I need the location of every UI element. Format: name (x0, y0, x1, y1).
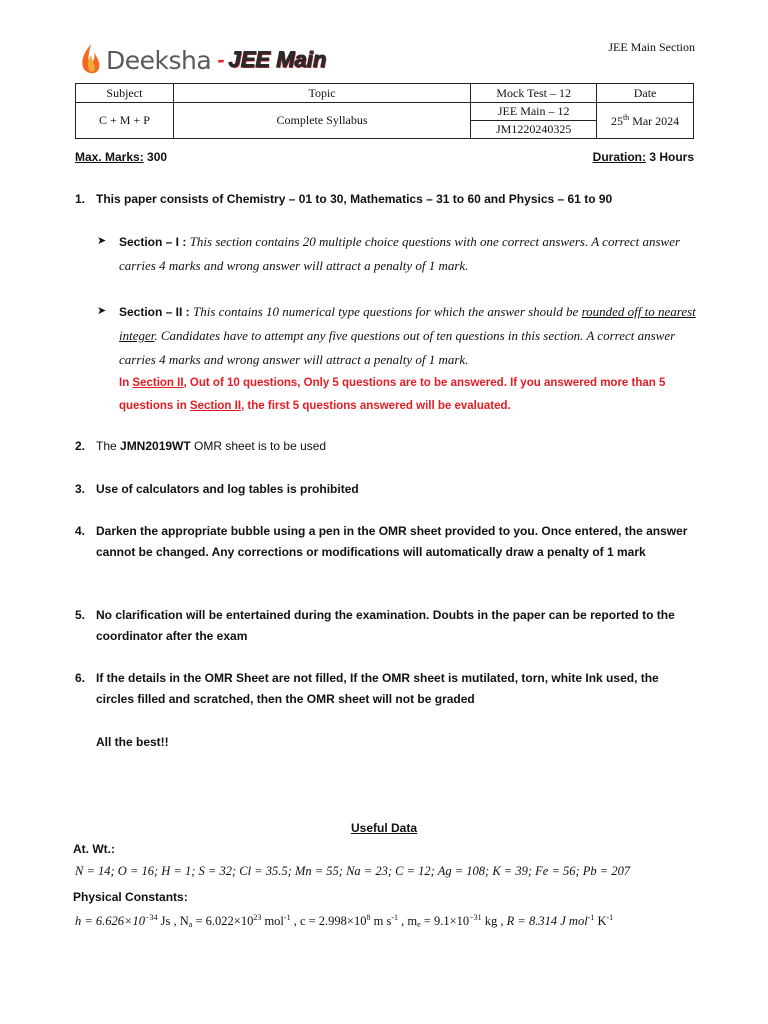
header-date: Date (597, 84, 694, 103)
section-label: JEE Main Section (608, 40, 695, 54)
marks-duration-row (75, 150, 694, 164)
section-2-info: ➤ Section – II : This contains 10 numerical type questions for which the answer should be rounded off to nearest integer. Candidates have to attempt any five questions out of ten questions in this section. A correct answer carries 4 marks and wrong answer will attract a penalty of 1 mark. In Section II, Out of 10 questions, Only 5 questions are to be answered. If you answered more than 5 questions in Section II, the first 5 questions answered will be evaluated. (97, 300, 697, 418)
cell-date: 25th Mar 2024 (597, 103, 694, 139)
header-subject: Subject (76, 84, 174, 103)
instruction-2: 2. The JMN2019WT OMR sheet is to be used (75, 439, 327, 453)
cell-subject: C + M + P (76, 103, 174, 139)
instruction-6: 6. If the details in the OMR Sheet are not filled, If the OMR sheet is mutilated, torn, white Ink used, the circles filled and scratched, then the OMR sheet will not be graded (75, 671, 659, 706)
info-table-row (76, 103, 694, 121)
info-table (75, 83, 694, 139)
header-topic: Topic (173, 84, 470, 103)
instruction-4: 4. Darken the appropriate bubble using a pen in the OMR sheet provided to you. Once entered, the answer cannot be changed. Any corrections or modifications will automatically draw a penalty of 1 mark (75, 524, 688, 559)
physical-constants-values: $h = 6.626\times 10^{-34}$ Js , $N_a = 6.022\times 10^{23}$ mol$^{-1}$ , $c = 2.998\times 10^8$ m $s^{-1}$ , $m_e = 9.1\times 10^{-31}$ kg , R = 8.314 J mol$^{-1}$ $K^{-1}$ (75, 913, 614, 929)
header-mock-test: Mock Test – 12 (471, 84, 597, 103)
section-2-title: Section – II : (119, 305, 190, 319)
flame-icon (80, 43, 102, 77)
atomic-weights-label: At. Wt.: (73, 842, 115, 856)
cell-topic: Complete Syllabus (173, 103, 470, 139)
deeksha-logo (80, 40, 326, 80)
cell-test-name: JEE Main – 12 (471, 103, 597, 121)
atomic-weights-values: N = 14; O = 16; H = 1; S = 32; Cl = 35.5; Mn = 55; Na = 23; C = 12; Ag = 108; K = 39; Fe = 56; Pb = 207 (75, 864, 631, 878)
section-1-info (97, 230, 697, 278)
instruction-1: 1. This paper consists of Chemistry – 01 to 30, Mathematics – 31 to 60 and Physics – 61 to 90 (75, 192, 613, 206)
useful-data-title: Useful Data (350, 821, 418, 835)
exam-name: JEE Main (228, 47, 327, 72)
duration: Duration: 3 Hours (592, 150, 694, 164)
section-2-warning: In Section II, Out of 10 questions, Only 5 questions are to be answered. If you answered more than 5 questions in Section II, the first 5 questions answered will be evaluated. (119, 377, 666, 412)
arrow-bullet-icon: ➤ (97, 305, 107, 317)
brand-separator: - (217, 47, 225, 72)
arrow-bullet-icon: ➤ (97, 235, 107, 247)
cell-test-code: JM1220240325 (471, 121, 597, 139)
physical-constants-label: Physical Constants: (73, 890, 188, 904)
instruction-3: 3. Use of calculators and log tables is prohibited (75, 482, 359, 496)
closing-note: All the best!! (96, 735, 169, 749)
info-table-header-row (76, 84, 694, 103)
max-marks: Max. Marks: 300 (75, 150, 168, 164)
section-1-title: Section – I : (119, 235, 187, 249)
section-1-text: This section contains 20 multiple choice questions with one correct answers. A correct answer carries 4 marks and wrong answer will attract a penalty of 1 mark. (119, 234, 681, 273)
brand-name: Deeksha (106, 45, 212, 75)
instruction-5: 5. No clarification will be entertained during the examination. Doubts in the paper can be reported to the coordinator after the exam (75, 608, 675, 643)
